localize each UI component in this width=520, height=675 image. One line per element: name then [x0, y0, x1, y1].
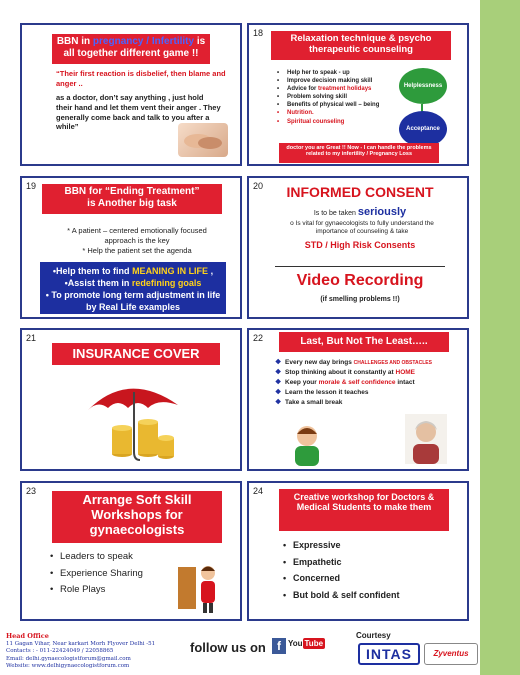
slide-22-list — [275, 358, 469, 408]
slide-20-video-sub: (if smelling problems !!) — [320, 296, 400, 303]
slide-20-title: INFORMED CONSENT — [286, 184, 434, 200]
list-item: • Problem solving skill — [277, 93, 407, 101]
list-item: • Expressive — [283, 537, 453, 554]
slide-23-title: Arrange Soft Skill Workshops for gynaecologists — [52, 491, 222, 543]
list-item: • Spiritual counseling — [277, 118, 407, 126]
list-item: ❖ Take a small break — [275, 398, 469, 408]
divider — [275, 266, 445, 267]
website-link[interactable]: Website: www.delhigynaecologistforum.com — [6, 663, 130, 670]
umbrella-coins-icon — [78, 370, 188, 466]
intas-logo: INTAS — [358, 643, 420, 665]
list-item: • Leaders to speak — [50, 549, 180, 566]
address: 11 Gagan Vihar, Near karkari Morh Flyover Delhi -51 — [6, 640, 156, 647]
slide-18 — [247, 23, 469, 166]
head-office-label: Head Office — [6, 632, 49, 640]
list-item: ❖ Stop thinking about it constantly at HOME — [275, 368, 469, 378]
slide-23 — [20, 481, 242, 621]
slide-17-quote: “Their first reaction is disbelief, then blame and anger .. — [56, 69, 226, 88]
list-item: ❖ Keep your morale & self confidence intact — [275, 378, 469, 388]
slide-19 — [20, 176, 242, 319]
slide-17-body: as a doctor, don’t say anything , just hold their hand and let them vent their anger . They generally come back and talk to you after a while” — [56, 93, 221, 132]
list-item: • But bold & self confident — [283, 587, 453, 604]
slide-18-title: Relaxation technique & psycho therapeutic counseling — [271, 31, 451, 60]
list-item: ❖ Every new day brings CHALLENGES AND OBSTACLES — [275, 358, 469, 368]
list-item: • Benefits of physical well – being — [277, 101, 407, 109]
slide-20-line: o Is vital for gynaecologists to fully understand the importance of counseling & take — [290, 220, 434, 236]
list-item: • Nutrition. — [277, 109, 407, 117]
slide-number: 19 — [26, 181, 37, 191]
slide-19-point: * A patient – centered emotionally focused approach is the key — [67, 226, 207, 245]
highlight-text: pregnancy / Infertility — [92, 36, 195, 47]
facebook-icon[interactable]: f — [272, 638, 286, 654]
contacts: Contacts : - 011-22424049 / 22058865 — [6, 648, 114, 655]
list-item: • Advice for treatment holidays — [277, 85, 407, 93]
contact-block — [6, 632, 155, 670]
slide-17 — [20, 23, 242, 166]
presenter-illustration — [176, 559, 224, 615]
slide-24-title: Creative workshop for Doctors & Medical Students to make them — [279, 489, 449, 531]
footer — [0, 628, 480, 675]
slide-23-list — [50, 549, 180, 599]
slide-number: 21 — [26, 333, 37, 343]
slide-20-line: Is to be taken seriously — [313, 206, 407, 218]
holding-hands-photo — [178, 123, 228, 157]
slide-20-video: Video Recording — [296, 272, 424, 289]
zyventus-logo: Zyventus — [424, 643, 478, 665]
slide-24 — [247, 481, 469, 621]
slide-18-footer: doctor you are Great !! Now - I can handle the problems related to my infertility / Pregnancy Loss — [279, 143, 439, 163]
slide-21 — [20, 328, 242, 471]
slide-24-list — [283, 537, 453, 604]
slide-number: 24 — [253, 486, 264, 496]
slide-22-title: Last, But Not The Least….. — [279, 332, 449, 352]
slide-19-point: * Help the patient set the agenda — [82, 246, 192, 255]
slide-number: 23 — [26, 486, 37, 496]
follow-us-label: follow us on — [190, 640, 266, 655]
slide-22 — [247, 328, 469, 471]
woman-photo — [405, 414, 447, 464]
slide-19-title: BBN for “Ending Treatment” is Another big task — [42, 184, 222, 214]
slide-number: 20 — [253, 181, 264, 191]
list-item: • Concerned — [283, 570, 453, 587]
slide-17-title: BBN in pregnancy / Infertility is all together different game !! — [52, 34, 210, 64]
list-item: • Improve decision making skill — [277, 77, 407, 85]
list-item: • Experience Sharing — [50, 566, 180, 583]
list-item: • Role Plays — [50, 582, 180, 599]
email-link[interactable]: Email: delhi.gynaecologistforum@gmail.com — [6, 655, 131, 662]
courtesy-label: Courtesy — [356, 631, 391, 640]
slide-20 — [247, 176, 469, 319]
acceptance-circle: Acceptance — [399, 111, 447, 147]
slide-18-list — [277, 69, 407, 126]
list-item: • Empathetic — [283, 554, 453, 571]
list-item: • Help her to speak - up — [277, 69, 407, 77]
slide-19-bluebox: •Help them to find MEANING IN LIFE , •Assist them in redefining goals • To promote long term adjustment in life by Real Life examples — [40, 262, 226, 314]
list-item: ❖ Learn the lesson it teaches — [275, 388, 469, 398]
youtube-icon[interactable]: You Tube — [288, 639, 324, 648]
helplessness-circle: Helplessness — [399, 68, 447, 104]
slide-number: 18 — [253, 28, 264, 38]
slide-21-title: INSURANCE COVER — [52, 343, 220, 365]
stressed-person-illustration — [287, 422, 329, 466]
slide-20-std: STD / High Risk Consents — [304, 240, 416, 250]
slide-number: 22 — [253, 333, 264, 343]
